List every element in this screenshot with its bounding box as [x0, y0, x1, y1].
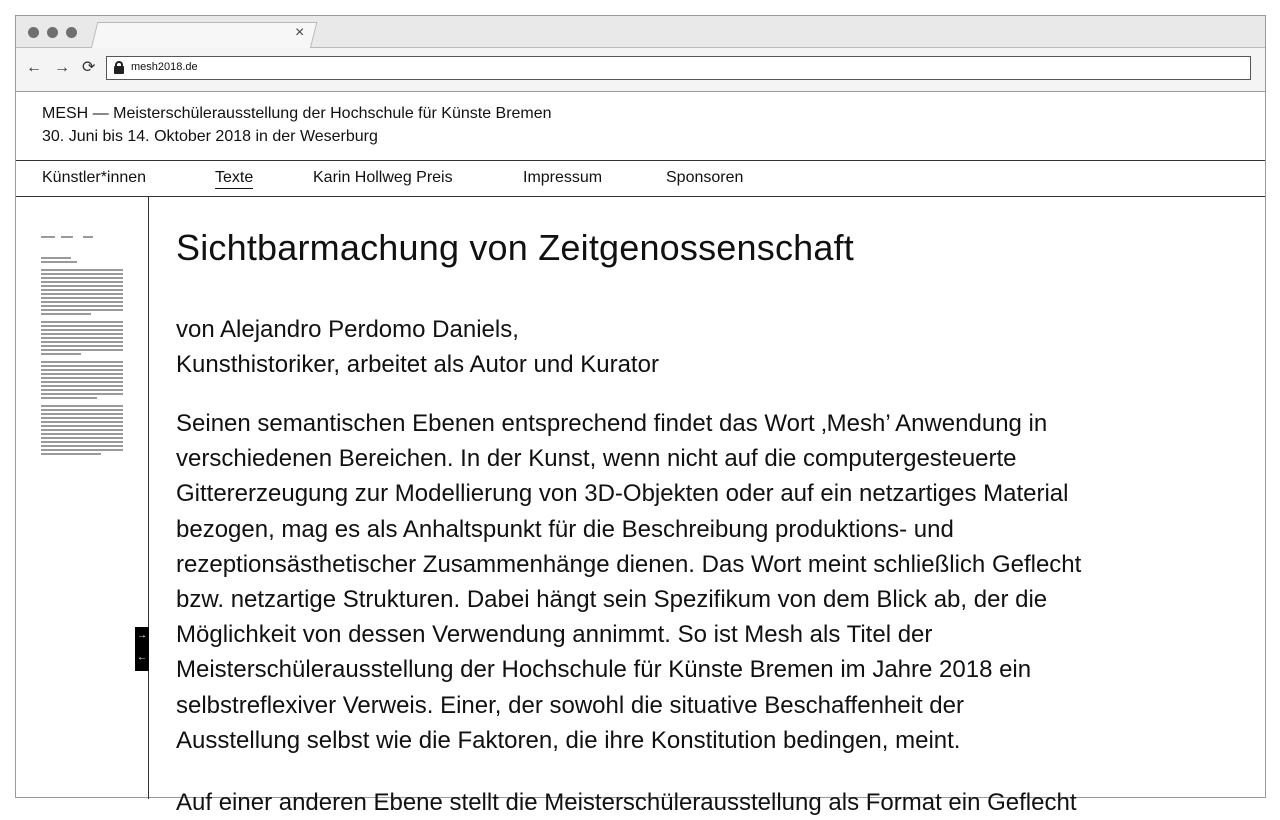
reload-icon[interactable]: ⟳: [82, 59, 96, 76]
paragraph-line: Gittererzeugung zur Modellierung von 3D-Objekten oder auf ein netzartiges Material: [176, 480, 1069, 508]
paragraph-line: Meisterschülerausstellung der Hochschule für Künste Bremen im Jahre 2018 ein: [176, 656, 1032, 684]
tab-close-icon[interactable]: ×: [295, 24, 305, 41]
nav-item-texte[interactable]: Texte: [215, 169, 253, 189]
sidebar-toggle[interactable]: [135, 627, 149, 671]
site-dates: 30. Juni bis 14. Oktober 2018 in der Weserburg: [42, 128, 378, 145]
paragraph-line: Seinen semantischen Ebenen entsprechend findet das Wort ‚Mesh’ Anwendung in: [176, 410, 1048, 437]
site-nav: [16, 161, 1265, 197]
minimap-nav: [41, 227, 123, 245]
sidebar-minimap: [16, 197, 149, 799]
arrow-right-icon[interactable]: →: [137, 630, 147, 641]
lock-icon: [114, 61, 124, 74]
nav-item-sponsoren[interactable]: Sponsoren: [666, 169, 744, 186]
paragraph-line: verschiedenen Bereichen. In der Kunst, wenn nicht auf die computergesteuerte: [176, 445, 1017, 473]
browser-window: [15, 15, 1266, 816]
byline-author: von Alejandro Perdomo Daniels,: [176, 316, 519, 343]
article: [150, 197, 1266, 816]
nav-item-karin-hollweg-preis[interactable]: Karin Hollweg Preis: [313, 169, 453, 186]
site-header: [16, 93, 1265, 161]
paragraph-line: Ausstellung selbst wie die Faktoren, die ihre Konstitution bedingen, meint.: [176, 726, 961, 754]
paragraph-line: selbstreflexiver Verweis. Einer, der sowohl die situative Beschaffenheit der: [176, 691, 964, 719]
url-text[interactable]: mesh2018.de: [131, 61, 198, 73]
paragraph-line: rezeptionsästhetischer Zusammenhänge dienen. Das Wort meint schließlich Geflecht: [176, 550, 1082, 578]
browser-toolbar: [16, 48, 1265, 92]
window-close-dot[interactable]: [28, 27, 39, 38]
forward-icon[interactable]: →: [54, 59, 70, 76]
browser-tab[interactable]: [91, 22, 318, 49]
article-title: Sichtbarmachung von Zeitgenossenschaft: [176, 227, 854, 268]
site-title[interactable]: MESH — Meisterschülerausstellung der Hochschule für Künste Bremen: [42, 105, 552, 122]
article-next-paragraph: Auf einer anderen Ebene stellt die Meisterschülerausstellung als Format ein Geflecht: [176, 789, 1077, 816]
address-bar[interactable]: [106, 56, 1251, 80]
article-byline: [176, 312, 659, 382]
article-paragraph: [176, 406, 1246, 758]
paragraph-line: bzw. netzartige Strukturen. Dabei hängt sein Spezifikum von dem Blick ab, der die: [176, 586, 1048, 614]
tab-strip: [16, 16, 1265, 48]
window-maximize-dot[interactable]: [66, 27, 77, 38]
nav-item-kuenstlerinnen[interactable]: Künstler*innen: [42, 169, 147, 186]
byline-role: Kunsthistoriker, arbeitet als Autor und Kurator: [176, 351, 659, 378]
minimap-text: [41, 257, 123, 457]
paragraph-line: bezogen, mag es als Anhaltspunkt für die Beschreibung produktions- und: [176, 515, 954, 543]
nav-item-impressum[interactable]: Impressum: [523, 169, 603, 186]
back-icon[interactable]: ←: [26, 59, 42, 76]
arrow-left-icon[interactable]: ←: [137, 652, 147, 663]
paragraph-line: Möglichkeit von dessen Verwendung annimmt. So ist Mesh als Titel der: [176, 621, 933, 649]
window-minimize-dot[interactable]: [47, 27, 58, 38]
